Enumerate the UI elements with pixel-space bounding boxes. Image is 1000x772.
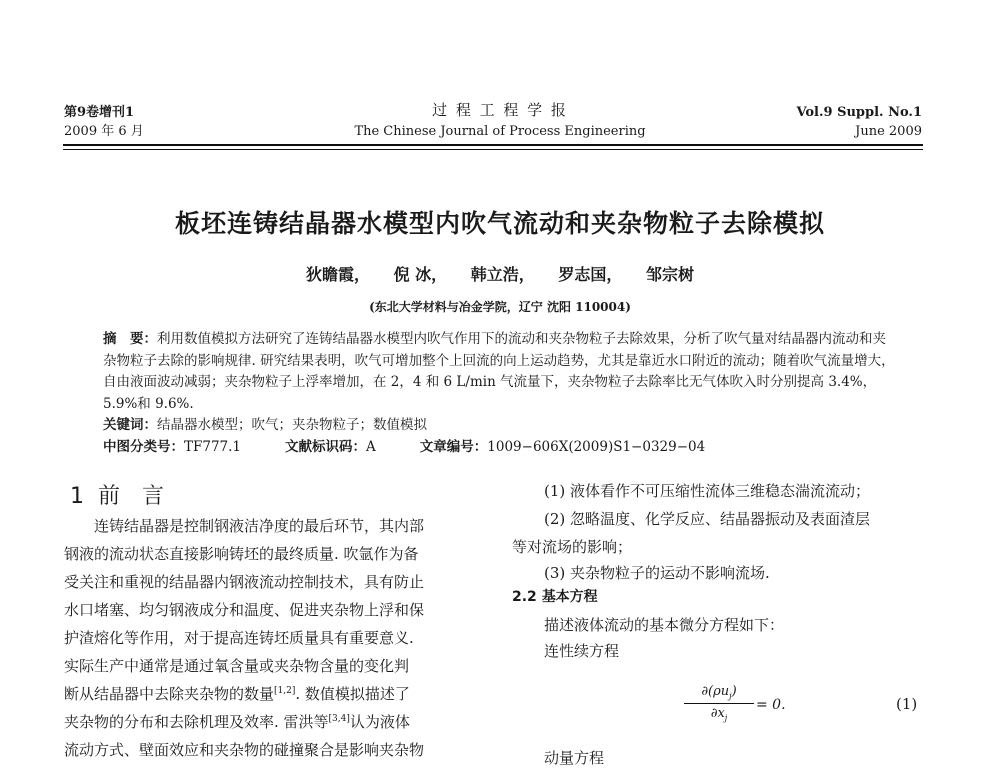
abstract-label: 摘 要： — [103, 331, 157, 347]
body-text: 断从结晶器中去除夹杂物的数量 — [64, 685, 275, 703]
header-journal-title-cn: 过 程 工 程 学 报 — [432, 101, 568, 119]
body-line: 水口堵塞、均匀钢液成分和温度、促进夹杂物上浮和保 — [64, 601, 425, 619]
equation-denominator — [684, 703, 754, 723]
clc-label: 中图分类号： — [103, 439, 184, 455]
body-text: 认为液体 — [349, 713, 410, 731]
assumption-2-cont: 等对流场的影响； — [512, 538, 633, 556]
eq-sub: j — [729, 691, 732, 701]
body-line: 护渣熔化等作用，对于提高连铸坯质量具有重要意义. — [64, 629, 414, 647]
body-text: 夹杂物的分布和去除机理及效率. 雷洪等 — [64, 713, 329, 731]
continuity-equation — [684, 684, 754, 722]
article-no-value: 1009−606X(2009)S1−0329−04 — [487, 439, 706, 455]
body-line: 流动方式、壁面效应和夹杂物的碰撞聚合是影响夹杂物 — [64, 741, 425, 759]
equation-numerator — [684, 684, 754, 703]
citation-ref: [3,4] — [328, 714, 350, 724]
classification-line — [103, 437, 705, 459]
header-date-right: June 2009 — [855, 124, 922, 139]
header-issue-left: 第9卷增刊1 — [64, 105, 135, 120]
author-name: 邹宗树 — [645, 265, 694, 284]
body-line: 受关注和重视的结晶器内钢液流动控制技术，具有防止 — [64, 573, 425, 591]
header-date-left: 2009 年 6 月 — [64, 124, 144, 139]
momentum-equation-label: 动量方程 — [544, 749, 605, 767]
doc-code-label: 文献标识码： — [285, 439, 367, 455]
body-line: 实际生产中通常是通过氧含量或夹杂物含量的变化判 — [64, 657, 410, 675]
citation-ref: [1,2] — [274, 686, 296, 696]
subsection-number: 2.2 — [512, 589, 537, 605]
body-line: 钢液的流动状态直接影响铸坯的最终质量. 吹氩作为备 — [64, 545, 419, 563]
subsection-heading — [512, 586, 598, 606]
abstract-text: 利用数值模拟方法研究了连铸结晶器水模型内吹气作用下的流动和夹杂物粒子去除效果，分析了吹气量对结晶器内流动和夹杂物粒子去除的影响规律. 研究结果表明，吹气可增加整个上回流的向上运动趋势，尤其是靠近水口附近的流动；随着吹气流量增大，自由液面波动减弱；夹杂物粒子上浮率增加，在 2，4 和 6 L/min 气流量下，夹杂物粒子去除率比无气体吹入时分别提高 3.4%，5.9%和 9.6%. — [103, 331, 895, 412]
section-number: 1 — [70, 484, 84, 509]
eq-sub: j — [724, 713, 728, 723]
eq-num-close: ) — [731, 684, 737, 699]
header-rule-thin — [63, 149, 923, 150]
body-line: 连铸结晶器是控制钢液洁净度的最后环节，其内部 — [94, 517, 425, 535]
eq-num-text: ∂(ρu — [701, 684, 730, 699]
author-list — [0, 262, 1000, 285]
equation-number: (1) — [896, 695, 918, 713]
paper-title: 板坯连铸结晶器水模型内吹气流动和夹杂物粒子去除模拟 — [174, 209, 825, 238]
header-rule-thick — [63, 144, 923, 146]
assumption-1: (1) 液体看作不可压缩性流体三维稳态湍流流动； — [544, 482, 871, 500]
author-name: 罗志国， — [558, 265, 623, 284]
section-heading-introduction — [70, 479, 164, 510]
author-name: 狄瞻霞， — [306, 265, 371, 284]
body-text: . 数值模拟描述了 — [295, 685, 410, 703]
keywords-line — [103, 415, 427, 437]
abstract — [103, 329, 898, 415]
assumption-2: (2) 忽略温度、化学反应、结晶器振动及表面渣层 — [544, 510, 871, 528]
author-name: 韩立浩， — [470, 265, 535, 284]
equations-intro: 描述液体流动的基本微分方程如下： — [544, 616, 785, 634]
keywords-label: 关键词： — [103, 417, 157, 433]
author-name: 倪 冰， — [393, 265, 448, 284]
eq-den-text: ∂x — [710, 705, 725, 721]
affiliation: (东北大学材料与冶金学院，辽宁 沈阳 110004) — [369, 300, 631, 314]
clc-value: TF777.1 — [184, 439, 242, 455]
doc-code-value: A — [366, 439, 376, 455]
section-title: 前 言 — [98, 484, 165, 509]
keywords-text: 结晶器水模型；吹气；夹杂物粒子；数值模拟 — [157, 417, 427, 433]
article-no-label: 文章编号： — [419, 439, 488, 455]
assumption-3: (3) 夹杂物粒子的运动不影响流场. — [544, 564, 770, 582]
body-line — [64, 683, 410, 704]
subsection-title: 基本方程 — [541, 589, 598, 605]
body-line — [64, 711, 410, 732]
header-journal-title-en: The Chinese Journal of Process Engineering — [354, 124, 646, 139]
equation-rhs: = 0. — [756, 697, 786, 713]
continuity-equation-label: 连性续方程 — [544, 642, 620, 660]
header-issue-right: Vol.9 Suppl. No.1 — [796, 105, 922, 120]
